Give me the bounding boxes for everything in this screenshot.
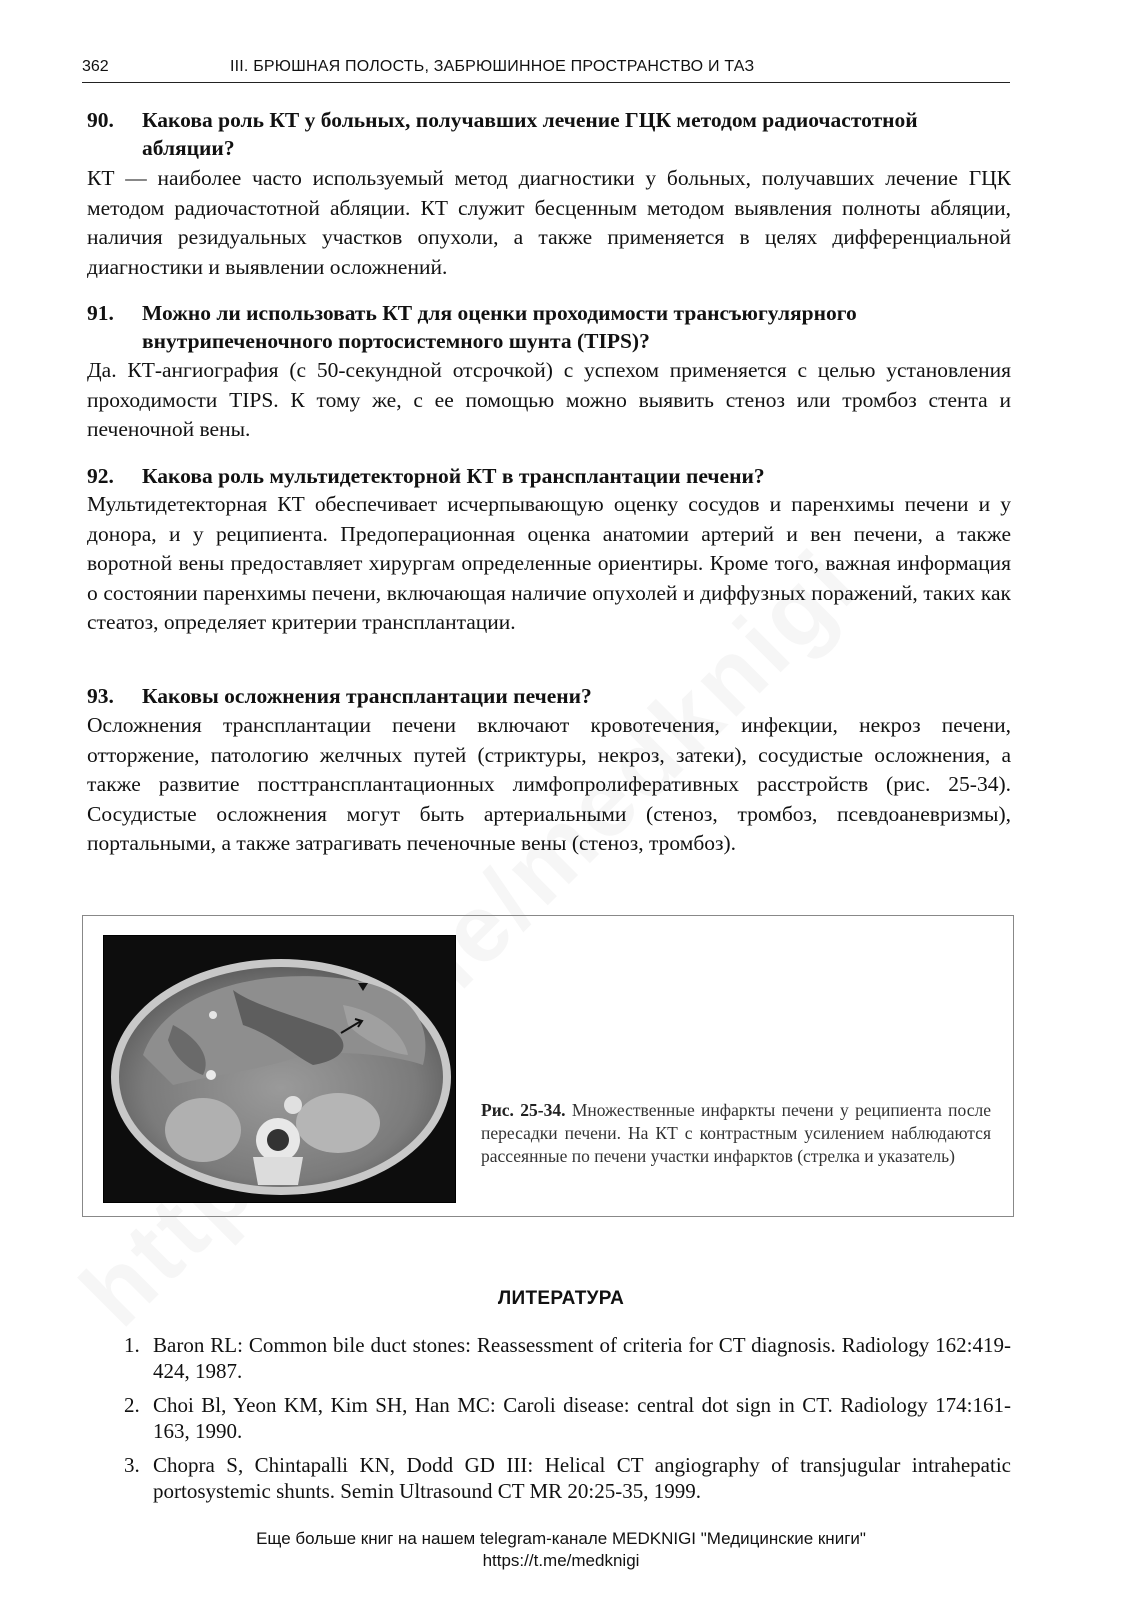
question-text: Можно ли использовать КТ для оценки проходимости трансъюгулярного внутрипеченочного портосистемного шунта (TIPS)? [142,301,857,353]
page-number: 362 [82,58,109,75]
figure-caption [481,1099,991,1168]
reference-item [118,1452,1011,1504]
question-text: Каковы осложнения трансплантации печени? [142,684,592,708]
question-93 [87,682,1015,710]
page-header [82,56,1010,83]
answer-91: Да. КТ-ангиография (с 50-секундной отсрочкой) с успехом применяется с целью установления проходимости TIPS. К тому же, с ее помощью можно выявить стеноз или тромбоз стента и печеночной вены. [87,358,1011,441]
question-text: Какова роль мультидетекторной КТ в трансплантации печени? [142,464,765,488]
question-number: 90. [87,108,114,132]
reference-number: 1. [124,1333,140,1357]
reference-text: Chopra S, Chintapalli KN, Dodd GD III: Helical CT angiography of transjugular intrahepatic portosystemic shunts. Semin Ultrasound CT MR 20:25-35, 1999. [153,1453,1011,1503]
footer-promo-text: Еще больше книг на нашем telegram-канале MEDKNIGI "Медицинские книги" [256,1529,866,1548]
question-number: 93. [87,684,114,708]
page-footer [0,1528,1122,1572]
section-title: III. БРЮШНАЯ ПОЛОСТЬ, ЗАБРЮШИННОЕ ПРОСТРАНСТВО И ТАЗ [230,58,755,75]
reference-text: Baron RL: Common bile duct stones: Reassessment of criteria for CT diagnosis. Radiology 162:419-424, 1987. [153,1333,1011,1383]
figure-caption-text: Множественные инфаркты печени у реципиента после пересадки печени. На КТ с контрастным усилением наблюдаются рассеянные по печени участки инфарктов (стрелка и указатель) [481,1100,991,1166]
reference-text: Choi Bl, Yeon KM, Kim SH, Han MC: Caroli disease: central dot sign in CT. Radiology 174:161-163, 1990. [153,1393,1011,1443]
answer-93: Осложнения трансплантации печени включают кровотечения, инфекции, некроз печени, отторжение, патологию желчных путей (стриктуры, некроз, затеки), сосудистые осложнения, а также развитие посттрансплантационных лимфопролиферативных расстройств (рис. 25-34). Сосудистые осложнения могут быть артериальными (стеноз, тромбоз, псевдоаневризмы), портальными, а также затрагивать печеночные вены (стеноз, тромбоз). [87,713,1011,855]
question-91 [87,299,1015,355]
reference-item [118,1332,1011,1384]
answer-90: КТ — наиболее часто используемый метод диагностики у больных, получавших лечение ГЦК методом радиочастотной абляции. КТ служит бесценным методом выявления полноты абляции, наличия резидуальных участков опухоли, а также применяется в целях дифференциальной диагностики и выявлении осложнений. [87,166,1011,279]
answer-92: Мультидетекторная КТ обеспечивает исчерпывающую оценку сосудов и паренхимы печени и у донора, и у реципиента. Предоперационная оценка анатомии артерий и вен печени, а также воротной вены предоставляет хирургам определенные ориентиры. Кроме того, важная информация о состоянии паренхимы печени, включающая наличие опухолей и диффузных поражений, таких как стеатоз, определяет критерии трансплантации. [87,492,1011,634]
question-92 [87,462,1015,490]
figure-box [82,915,1014,1217]
question-number: 92. [87,464,114,488]
reference-number: 3. [124,1453,140,1477]
literature-title: ЛИТЕРАТУРА [497,1288,625,1309]
reference-number: 2. [124,1393,140,1417]
question-90 [87,106,1015,162]
ct-scan-illustration [103,935,456,1203]
question-text: Какова роль КТ у больных, получавших лечение ГЦК методом радиочастотной абляции? [142,108,918,160]
footer-link[interactable]: https://t.me/medknigi [482,1551,640,1570]
question-number: 91. [87,301,114,325]
reference-item [118,1392,1011,1444]
ct-scan-image [103,935,456,1203]
reference-list [118,1332,1011,1512]
figure-label: Рис. 25-34. [481,1100,566,1120]
